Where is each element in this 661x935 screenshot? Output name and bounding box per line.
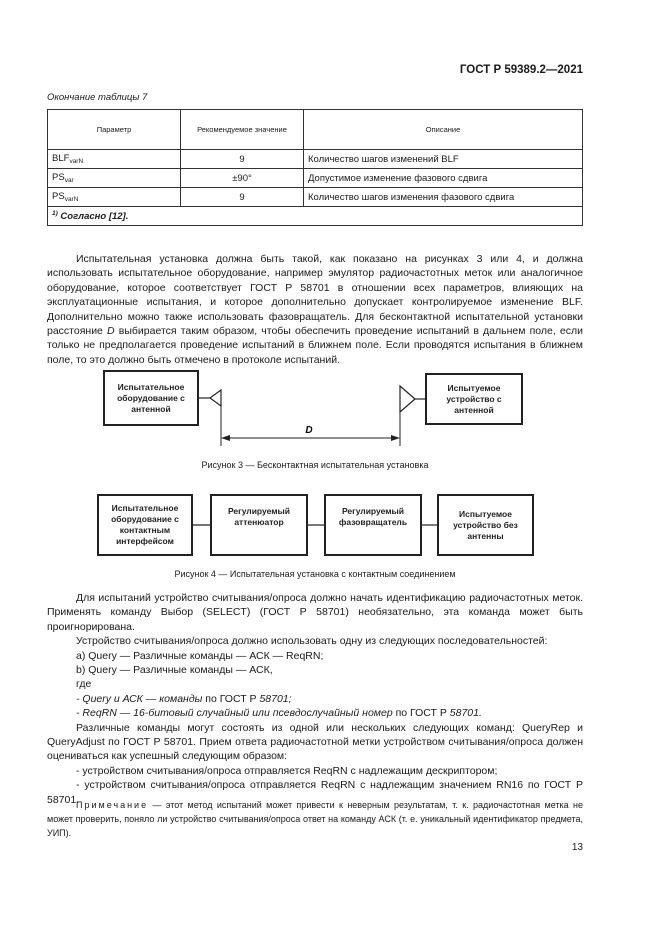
cell-description: Допустимое изменение фазового сдвига bbox=[304, 169, 583, 188]
page-number: 13 bbox=[571, 842, 583, 853]
definition-1-italic: - Query и АСК — команды bbox=[76, 692, 203, 705]
sequence-item-a: a) Query — Различные команды — АСК — ReqRN; bbox=[76, 649, 324, 662]
test-equipment-box: Испытательное оборудование с антенной bbox=[103, 370, 199, 426]
note-text: — этот метод испытаний может привести к неверным результатам, т. к. радиочастотная метка не может проверить, поняло ли устройство считывания/опроса ответ на команду АСК (т. е. уникальный идентификатор предмета, УИП). bbox=[47, 800, 583, 839]
para1-text-a: Испытательная установка должна быть такой, как показано на рисунках 3 или 4, и должна использовать испытательное оборудование, например эмулятор радиочастотных меток или аналогичное оборудование, которое соответствует ГОСТ Р 58701 в отношении всех параметров, влияющих на эксплуатационные испытания, и которое дополнительно допускает контролируемое изменение BLF. Дополнительно можно также использовать фазовращатель. Для бесконтактной испытательной установки расстояние bbox=[47, 253, 583, 338]
cell-value: 9 bbox=[181, 150, 304, 169]
criteria-bullet-2: - устройством считывания/опроса отправляется ReqRN с надлежащим значением RN16 по ГОСТ Р 58701. bbox=[47, 779, 583, 806]
test-equipment-contact-box: Испытательное оборудование с контактным интерфейсом bbox=[97, 494, 193, 556]
column-header-parameter: Параметр bbox=[48, 110, 181, 150]
cell-value: 9 bbox=[181, 188, 304, 207]
definition-2-italic: - ReqRN — 16-битовый случайный или псевдослучайный номер bbox=[76, 707, 393, 720]
table-caption: Окончание таблицы 7 bbox=[47, 92, 148, 103]
param-main: PS bbox=[52, 172, 65, 183]
distance-symbol: D bbox=[107, 325, 115, 338]
sequence-item-b: b) Query — Различные команды — АСК, bbox=[76, 664, 273, 677]
footnote-mark: 1) bbox=[52, 209, 58, 217]
body-section-2 bbox=[47, 591, 583, 807]
footnote-text: Согласно [12]. bbox=[60, 211, 129, 223]
definition-1-ref: по ГОСТ Р bbox=[202, 692, 260, 705]
para1-text-b: выбирается таким образом, чтобы обеспечить проведение испытаний в дальнем поле, если только не предполагается проведение испытаний в ближнем поле. Если проводятся испытания в ближнем поле, то это должно быть отмечено в протоколе испытаний. bbox=[47, 325, 583, 366]
device-under-test-box: Испытуемое устройство с антенной bbox=[425, 373, 523, 425]
criteria-bullet-1: - устройством считывания/опроса отправляется ReqRN с надлежащим дескриптором; bbox=[76, 764, 498, 777]
figure3-caption: Рисунок 3 — Бесконтактная испытательная установка bbox=[201, 460, 429, 470]
body-paragraph-4: Различные команды могут состоять из одной или нескольких следующих команд: QueryRep и QueryAdjust по ГОСТ Р 58701. Прием ответа радиочастотной метки устройством считывания/опроса должен оцениваться как успешный следующим образом: bbox=[47, 721, 583, 763]
param-main: BLF bbox=[52, 153, 70, 164]
cell-description: Количество шагов изменений BLF bbox=[304, 150, 583, 169]
cell-value: ±90° bbox=[181, 169, 304, 188]
document-id: ГОСТ Р 59389.2—2021 bbox=[459, 64, 583, 76]
phase-shifter-box: Регулируемый фазовращатель bbox=[324, 494, 422, 556]
distance-label: D bbox=[305, 425, 313, 436]
definition-2-end: 58701. bbox=[449, 707, 482, 720]
body-paragraph-2: Для испытаний устройство считывания/опроса должно начать идентификацию радиочастотных меток. Применять команду Выбор (SELECT) (ГОСТ Р 58701) необязательно, эта команда может быть проигнорирована. bbox=[47, 592, 583, 633]
where-label: где bbox=[76, 678, 92, 691]
definition-2-ref: по ГОСТ Р bbox=[392, 707, 450, 720]
column-header-description: Описание bbox=[304, 110, 583, 150]
param-main: PS bbox=[52, 191, 65, 202]
figure4-caption: Рисунок 4 — Испытательная установка с контактным соединением bbox=[174, 569, 456, 579]
note-block bbox=[47, 798, 583, 841]
definition-1 bbox=[47, 692, 583, 706]
param-subscript: var bbox=[64, 177, 74, 184]
device-no-antenna-box: Испытуемое устройство без антенны bbox=[437, 494, 534, 556]
definition-1-end: 58701; bbox=[259, 692, 292, 705]
cell-description: Количество шагов изменения фазового сдвига bbox=[304, 188, 583, 207]
param-subscript: varN bbox=[69, 158, 84, 165]
note-label: Примечание bbox=[76, 800, 149, 810]
param-subscript: varN bbox=[64, 196, 79, 203]
attenuator-box: Регулируемый аттенюатор bbox=[210, 494, 308, 556]
column-header-recommended-value: Рекомендуемое значение bbox=[181, 110, 304, 150]
body-paragraph-3: Устройство считывания/опроса должно использовать одну из следующих последовательностей: bbox=[76, 635, 548, 648]
definition-2 bbox=[47, 706, 583, 720]
